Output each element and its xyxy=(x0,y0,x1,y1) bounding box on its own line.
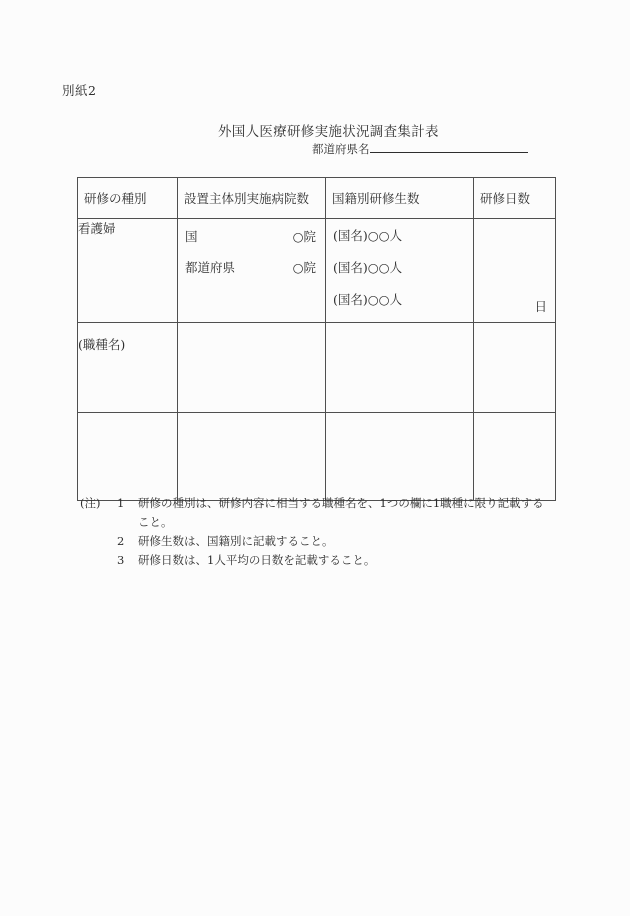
note-text: 研修生数は、国籍別に記載すること。 xyxy=(138,534,334,548)
cell-trainee-counts xyxy=(326,413,474,501)
note-text: 研修の種別は、研修内容に相当する職種名を、1つの欄に1職種に限り記載する xyxy=(138,496,544,510)
col-header-training-days: 研修日数 xyxy=(474,178,556,219)
hospital-count: ○院 xyxy=(292,229,316,244)
table-row-empty xyxy=(78,413,556,501)
cell-training-type: (職種名) xyxy=(78,323,178,413)
prefecture-name-label: 都道府県名 xyxy=(312,142,370,156)
note-row xyxy=(80,532,560,551)
cell-training-type xyxy=(78,413,178,501)
note-mark xyxy=(80,532,117,551)
table-row-nurse xyxy=(78,219,556,323)
col-header-trainee-counts: 国籍別研修生数 xyxy=(326,178,474,219)
cell-trainee-counts xyxy=(326,219,474,323)
note-text: こと。 xyxy=(138,515,173,529)
trainee-line: (国名)○○人 xyxy=(333,260,403,275)
cell-hospital-counts xyxy=(178,323,326,413)
attachment-label: 別紙2 xyxy=(62,83,97,98)
prefecture-name-underline xyxy=(370,140,528,153)
note-number: 2 xyxy=(117,534,125,548)
cell-hospital-counts xyxy=(178,413,326,501)
note-row xyxy=(80,494,560,513)
note-mark xyxy=(80,513,117,532)
footnotes xyxy=(80,494,560,570)
note-mark xyxy=(80,551,117,570)
days-unit-label: 日 xyxy=(534,299,547,314)
note-number: 1 xyxy=(117,496,125,510)
col-header-hospital-counts: 設置主体別実施病院数 xyxy=(178,178,326,219)
cell-training-days xyxy=(474,413,556,501)
note-mark: (注) xyxy=(80,496,101,510)
hospital-entity: 国 xyxy=(185,229,198,244)
hospital-entity: 都道府県 xyxy=(185,260,236,275)
hospital-line xyxy=(185,227,316,258)
cell-trainee-counts xyxy=(326,323,474,413)
hospital-line xyxy=(185,258,316,289)
note-number: 3 xyxy=(117,553,125,567)
note-text: 研修日数は、1人平均の日数を記載すること。 xyxy=(138,553,376,567)
cell-hospital-counts xyxy=(178,219,326,323)
trainee-line: (国名)○○人 xyxy=(333,228,403,243)
cell-training-days xyxy=(474,323,556,413)
cell-training-days xyxy=(474,219,556,323)
hospital-count: ○院 xyxy=(292,260,316,275)
document-title: 外国人医療研修実施状況調査集計表 xyxy=(218,124,439,140)
note-number xyxy=(117,513,138,532)
note-row xyxy=(80,513,560,532)
prefecture-name-row xyxy=(312,140,528,157)
col-header-training-type: 研修の種別 xyxy=(78,178,178,219)
table-header-row xyxy=(78,178,556,219)
survey-table xyxy=(77,177,556,501)
table-row-occupation xyxy=(78,323,556,413)
trainee-line: (国名)○○人 xyxy=(333,292,403,307)
cell-training-type: 看護婦 xyxy=(78,219,178,323)
note-row xyxy=(80,551,560,570)
